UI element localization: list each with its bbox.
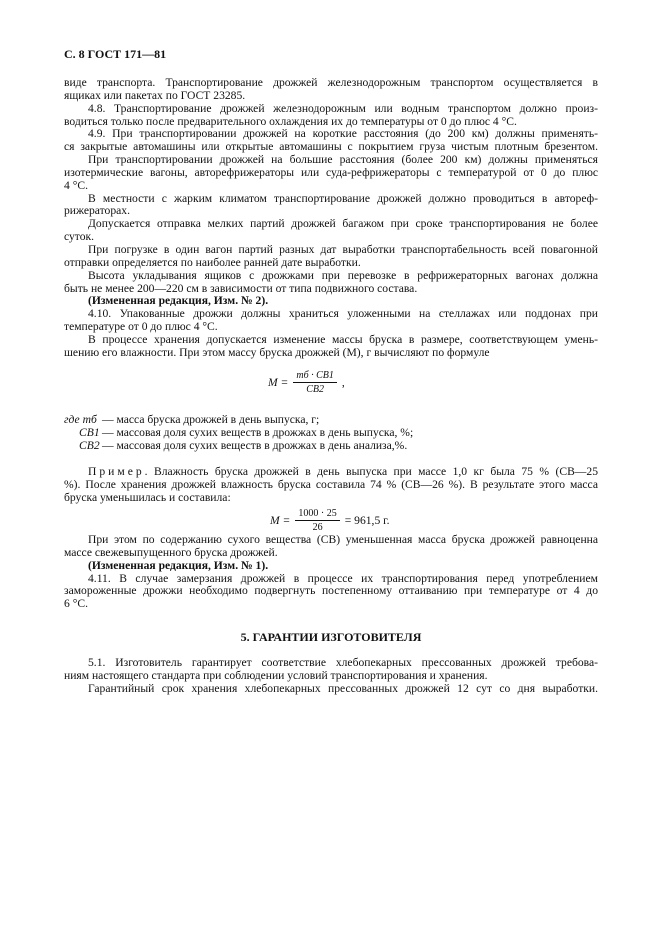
symbol: где mб xyxy=(64,413,97,426)
section-4-text xyxy=(64,77,598,360)
page-header: С. 8 ГОСТ 171—81 xyxy=(64,47,167,61)
symbol-desc: — масса бруска дрожжей в день выпуска, г; xyxy=(102,413,320,426)
text-line: виде транспорта. Транспортирование дрожжей железнодорожным транспортом осуществляется в xyxy=(64,76,598,89)
text-line: изотермические вагоны, авторефрижераторы или суда-рефрижераторы с температурой от 0 до плюс xyxy=(64,165,598,179)
formula-lhs: M = xyxy=(268,376,289,389)
text-line: ниям настоящего стандарта при соблюдении условий транспортирования и хранения. xyxy=(64,668,488,682)
text-line: При погрузке в один вагон партий разных дат выработки транспортабельность всей повагонной xyxy=(88,242,598,256)
example-label: Пример xyxy=(88,465,145,478)
symbol-desc: — массовая доля сухих веществ в дрожжах в день выпуска, %; xyxy=(102,425,414,439)
text-line: отправки определяется по наиболее ранней дате выработки. xyxy=(64,255,361,269)
formula-lhs: M = xyxy=(270,514,291,527)
section-5-heading: 5. ГАРАНТИИ ИЗГОТОВИТЕЛЯ xyxy=(240,630,422,644)
text-line: В местности с жарким климатом транспортирование дрожжей должно проводиться в автореф- xyxy=(88,191,598,205)
formula-tail: , xyxy=(341,376,345,389)
text-line: замороженные дрожжи необходимо подвергнуть постепенному оттаиванию при температуре от 4 до xyxy=(64,584,598,598)
example xyxy=(64,466,598,505)
text-line: рижераторах. xyxy=(64,204,130,218)
text-line: В процессе хранения допускается изменение массы бруска в размере, соответствующем умень- xyxy=(88,332,598,346)
formula-denominator: 26 xyxy=(312,522,323,533)
text-line: 5.1. Изготовитель гарантирует соответствие хлебопекарных прессованных дрожжей требова- xyxy=(88,656,598,669)
text-line: 4.9. При транспортировании дрожжей на короткие расстояния (до 200 км) должны применять- xyxy=(88,127,598,141)
text-line: 6 °С. xyxy=(64,597,88,611)
text-line: 4 °С. xyxy=(64,178,88,192)
symbol: CB2 xyxy=(79,438,100,452)
text-line: . Влажность бруска дрожжей в день выпуска при массе 1,0 кг была 75 % (СВ—25 xyxy=(144,465,598,478)
text-line: 4.10. Упакованные дрожжи должны храниться уложенными на стеллажах или поддонах при xyxy=(88,307,598,321)
symbol-desc: — массовая доля сухих веществ в дрожжах в день анализа,%. xyxy=(102,438,408,452)
text-line: быть не менее 200—220 см в зависимости от типа подвижного состава. xyxy=(64,281,418,295)
text-line: При этом по содержанию сухого вещества (СВ) уменьшенная масса бруска дрожжей равноценна xyxy=(88,533,598,546)
text-line: бруска уменьшилась и составила: xyxy=(64,490,231,504)
text-line: При транспортировании дрожжей на большие расстояния (более 200 км) должны применяться xyxy=(88,153,598,167)
formula-result: = 961,5 г. xyxy=(344,514,390,527)
text-line: 4.11. В случае замерзания дрожжей в процессе их транспортирования перед употреблением xyxy=(88,571,598,585)
text-line: Высота укладывания ящиков с дрожжами при перевозке в рефрижераторных вагонах должна xyxy=(88,268,598,282)
text-line: Допускается отправка мелких партий дрожжей багажом при сроке транспортирования не более xyxy=(88,217,598,231)
formula-numerator: 1000 · 25 xyxy=(295,508,339,521)
text-line: ся закрытые автомашины или открытые автомашины с покрытием груза чистым плотным брезентом. xyxy=(64,140,598,154)
text-line: Гарантийный срок хранения хлебопекарных прессованных дрожжей 12 сут со дня выработки. xyxy=(88,681,598,695)
amendment-note: (Измененная редакция, Изм. № 1). xyxy=(88,558,269,572)
text-line: суток. xyxy=(64,230,95,244)
section-4-text-cont xyxy=(64,534,598,611)
text-line: %). После хранения дрожжей влажность бруска составила 74 % (СВ—26 %). В результате этого масса xyxy=(64,477,598,491)
symbol: CB1 xyxy=(79,425,100,439)
text-line: массе свежевыпущенного бруска дрожжей. xyxy=(64,545,278,559)
amendment-note: (Измененная редакция, Изм. № 2). xyxy=(88,294,269,308)
formula-example xyxy=(270,508,390,533)
section-5-text xyxy=(64,657,598,696)
formula-mass xyxy=(268,370,345,395)
formula-numerator: mб · CB1 xyxy=(293,370,337,383)
text-line: шению его влажности. При этом массу бруска дрожжей (М), г вычисляют по формуле xyxy=(64,345,490,359)
text-line: водиться только после предварительного охлаждения их до температуры от 0 до плюс 4 °С. xyxy=(64,114,517,128)
formula-denominator: CB2 xyxy=(306,384,325,395)
text-line: ящиках или пакетах по ГОСТ 23285. xyxy=(64,88,246,102)
where-legend xyxy=(64,414,598,453)
text-line: температуре от 0 до плюс 4 °С. xyxy=(64,320,218,334)
text-line: 4.8. Транспортирование дрожжей железнодорожным или водным транспортом должно произ- xyxy=(88,101,598,115)
